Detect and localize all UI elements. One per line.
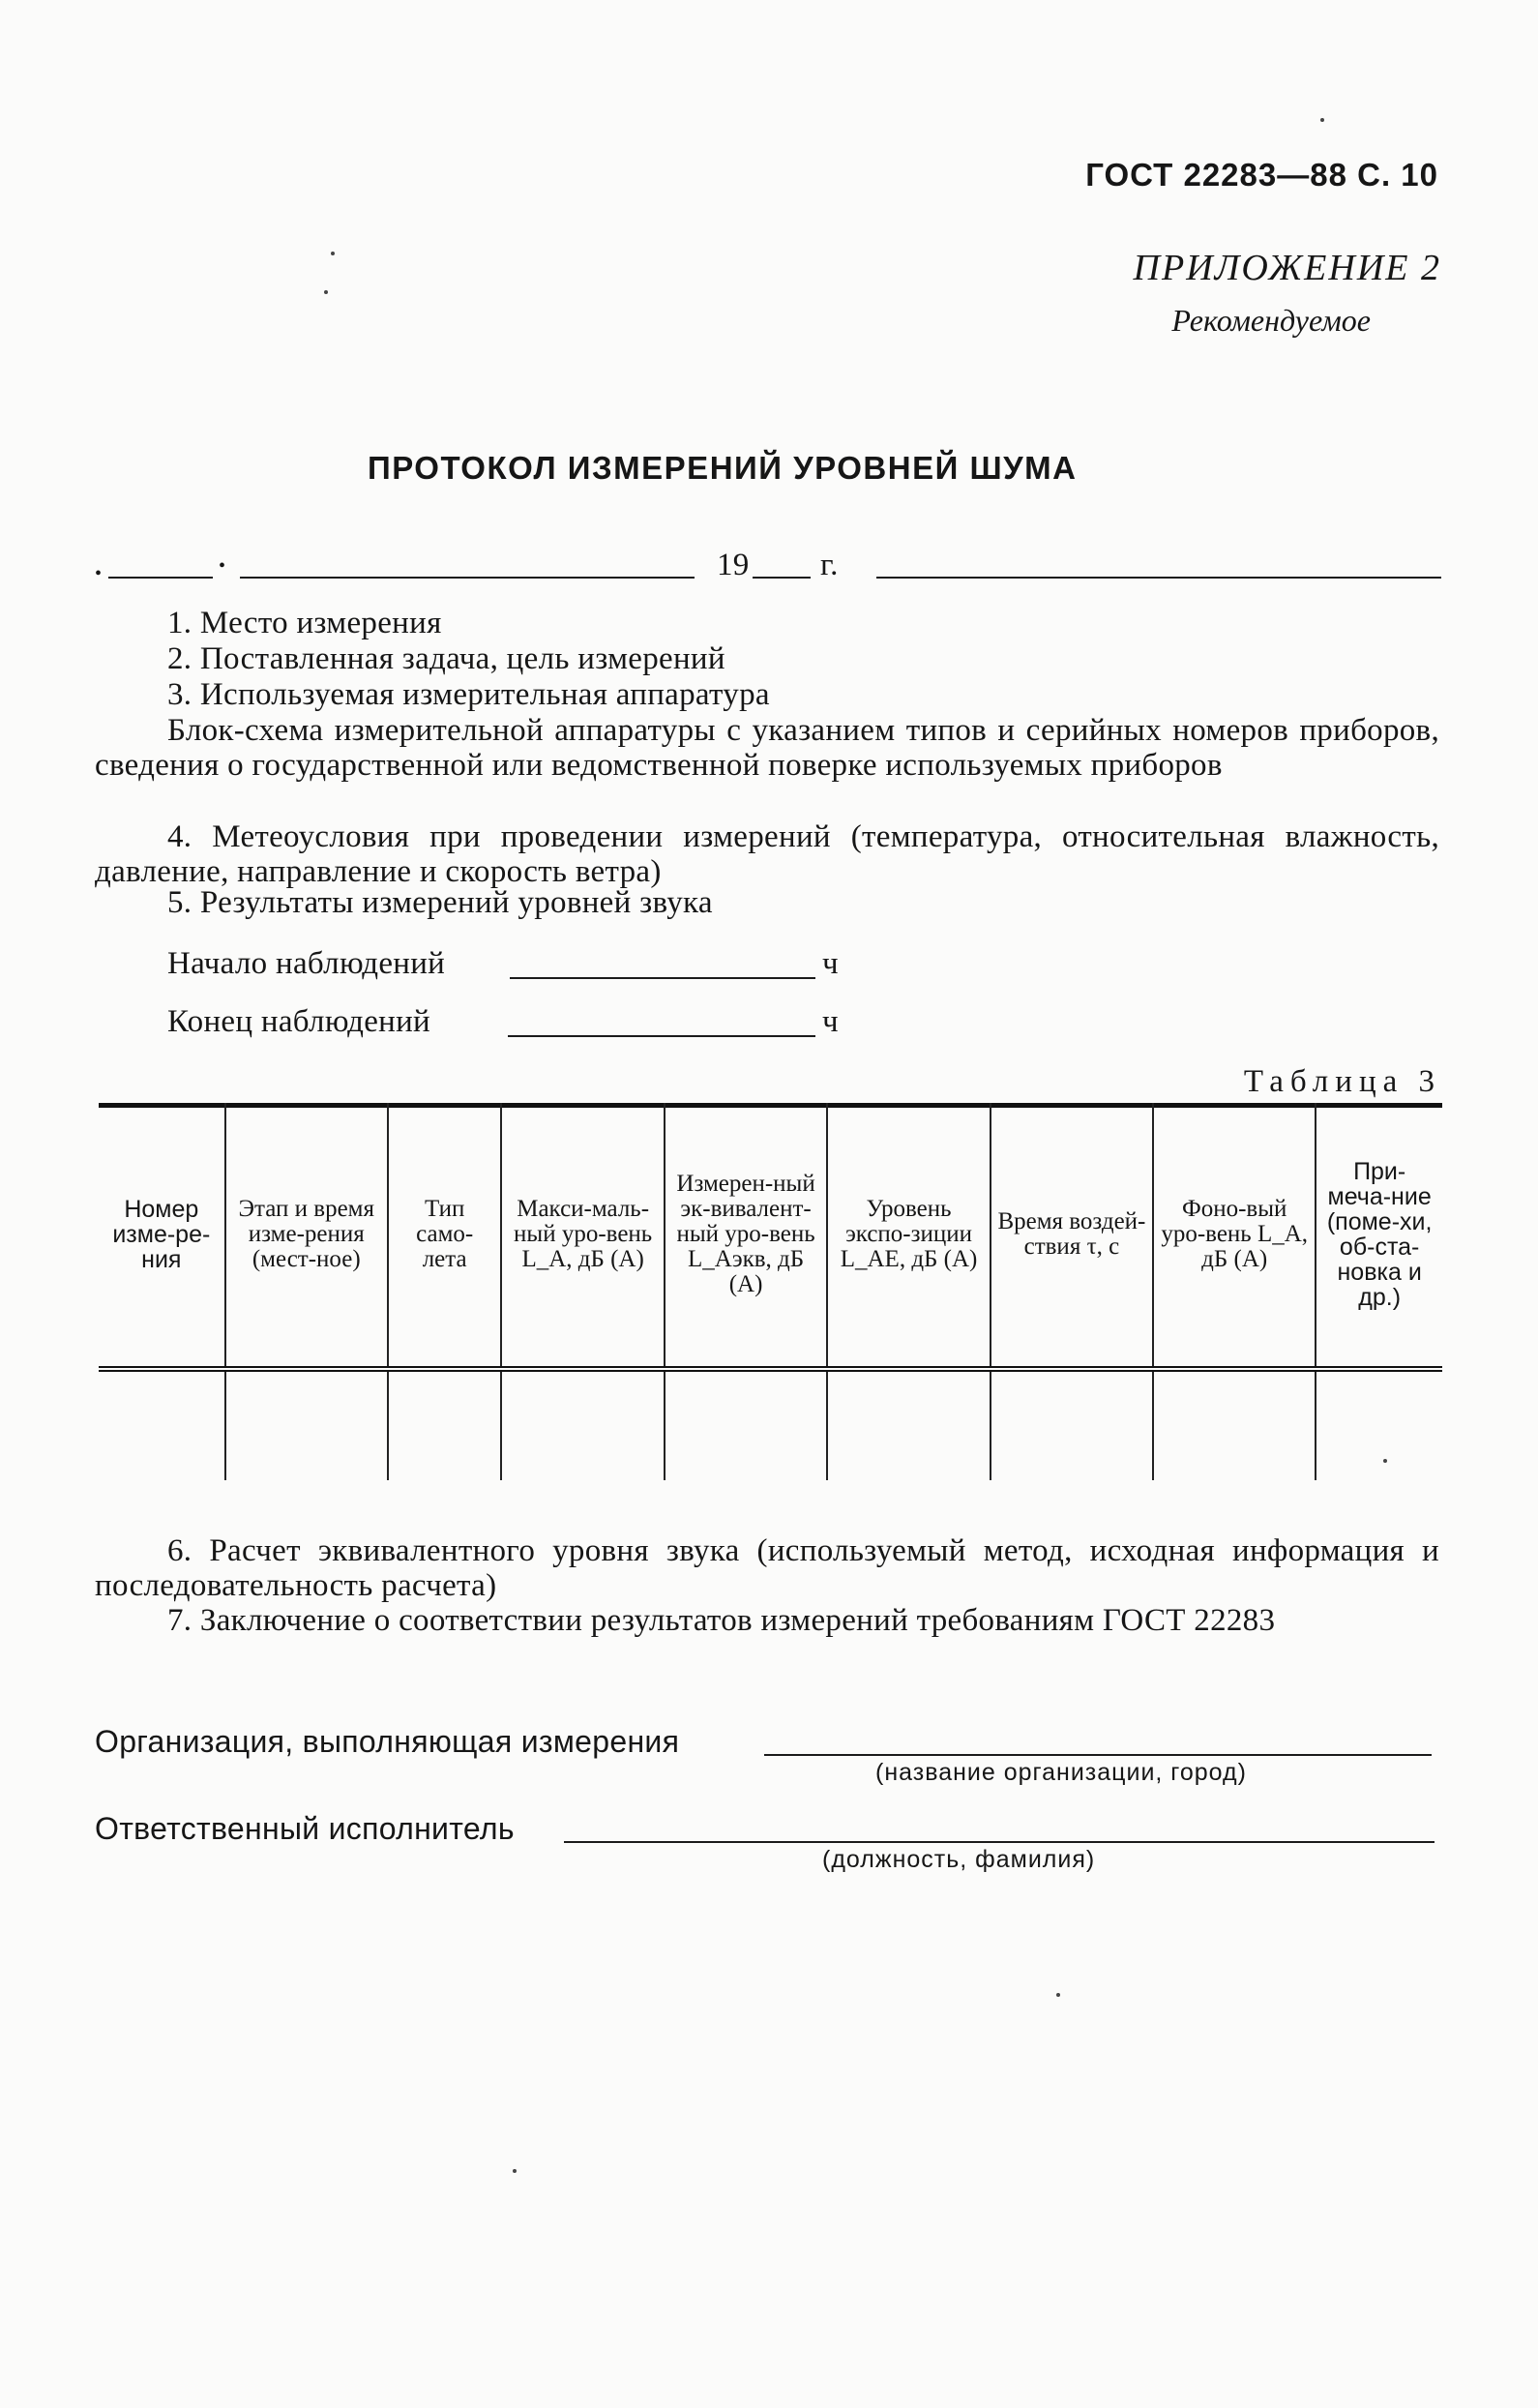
scan-speck — [1383, 1459, 1387, 1463]
end-label: Конец наблюдений — [167, 1004, 431, 1039]
col-stage-time: Этап и время изме-рения (мест-ное) — [225, 1103, 388, 1369]
gost-reference: ГОСТ 22283—88 С. 10 — [1085, 157, 1438, 193]
item-1: 1. Место измерения — [167, 606, 442, 640]
col-number: Номер изме-ре-ния — [99, 1103, 225, 1369]
item-6: 6. Расчет эквивалентного уровня звука (используемый метод, исходная информация и последовательность расчета) — [95, 1533, 1439, 1603]
col-background-level: Фоно-вый уро-вень L_A, дБ (A) — [1153, 1103, 1316, 1369]
col-exposure-level: Уровень экспо-зиции L_AE, дБ (A) — [827, 1103, 990, 1369]
appendix-note: Рекомендуемое — [1171, 303, 1371, 338]
org-blank[interactable] — [764, 1754, 1432, 1756]
item-5: 5. Результаты измерений уровней звука — [167, 885, 713, 920]
table-row — [99, 1369, 1442, 1480]
col-aircraft-type: Тип само-лета — [388, 1103, 502, 1369]
start-blank[interactable] — [510, 977, 815, 979]
scan-speck — [1320, 118, 1324, 122]
col-note: При-меча-ние (поме-хи, об-ста-новка и др.) — [1316, 1103, 1442, 1369]
col-equiv-level: Измерен-ный эк-вивалент-ный уро-вень L_Aэкв, дБ (A) — [665, 1103, 828, 1369]
person-caption: (должность, фамилия) — [822, 1846, 1096, 1873]
cell[interactable] — [665, 1369, 828, 1480]
cell[interactable] — [1153, 1369, 1316, 1480]
item-2: 2. Поставленная задача, цель измерений — [167, 641, 725, 676]
end-blank[interactable] — [508, 1035, 815, 1037]
table-header-row — [99, 1103, 1442, 1369]
date-line: • • 19 г. — [95, 542, 1441, 590]
col-exposure-time: Время воздей-ствия τ, с — [991, 1103, 1153, 1369]
month-blank[interactable] — [240, 577, 695, 579]
scan-speck — [331, 252, 335, 255]
year-prefix: 19 — [717, 548, 750, 582]
day-blank[interactable] — [108, 577, 213, 579]
scan-speck — [324, 290, 328, 294]
item-7: 7. Заключение о соответствии результатов измерений требованиям ГОСТ 22283 — [167, 1603, 1276, 1638]
year-suffix: г. — [820, 548, 839, 582]
start-label: Начало наблюдений — [167, 946, 446, 981]
scan-speck — [1056, 1993, 1060, 1997]
cell[interactable] — [501, 1369, 664, 1480]
item-4: 4. Метеоусловия при проведении измерений (температура, относительная влажность, давление, направление и скорость ветра) — [95, 819, 1439, 889]
scan-speck — [513, 2169, 517, 2173]
item-3-detail: Блок-схема измерительной аппаратуры с указанием типов и серийных номеров приборов, сведения о государственной или ведомственной поверке используемых приборов — [95, 713, 1439, 783]
person-label: Ответственный исполнитель — [95, 1811, 515, 1846]
year-blank[interactable] — [753, 577, 811, 579]
document-title: ПРОТОКОЛ ИЗМЕРЕНИЙ УРОВНЕЙ ШУМА — [368, 450, 1078, 486]
appendix-title: ПРИЛОЖЕНИЕ 2 — [1133, 248, 1441, 288]
cell[interactable] — [225, 1369, 388, 1480]
end-unit: ч — [822, 1004, 839, 1039]
org-label: Организация, выполняющая измерения — [95, 1724, 680, 1759]
cell[interactable] — [99, 1369, 225, 1480]
cell[interactable] — [1316, 1369, 1442, 1480]
cell[interactable] — [827, 1369, 990, 1480]
measurement-table — [99, 1103, 1442, 1480]
org-caption: (название организации, город) — [875, 1759, 1247, 1786]
table-caption: Таблица 3 — [1243, 1064, 1441, 1099]
place-blank[interactable] — [876, 577, 1441, 579]
col-max-level: Макси-маль-ный уро-вень L_A, дБ (A) — [501, 1103, 664, 1369]
cell[interactable] — [388, 1369, 502, 1480]
person-blank[interactable] — [564, 1841, 1434, 1843]
start-unit: ч — [822, 946, 839, 981]
cell[interactable] — [991, 1369, 1153, 1480]
item-3: 3. Используемая измерительная аппаратура — [167, 677, 770, 712]
